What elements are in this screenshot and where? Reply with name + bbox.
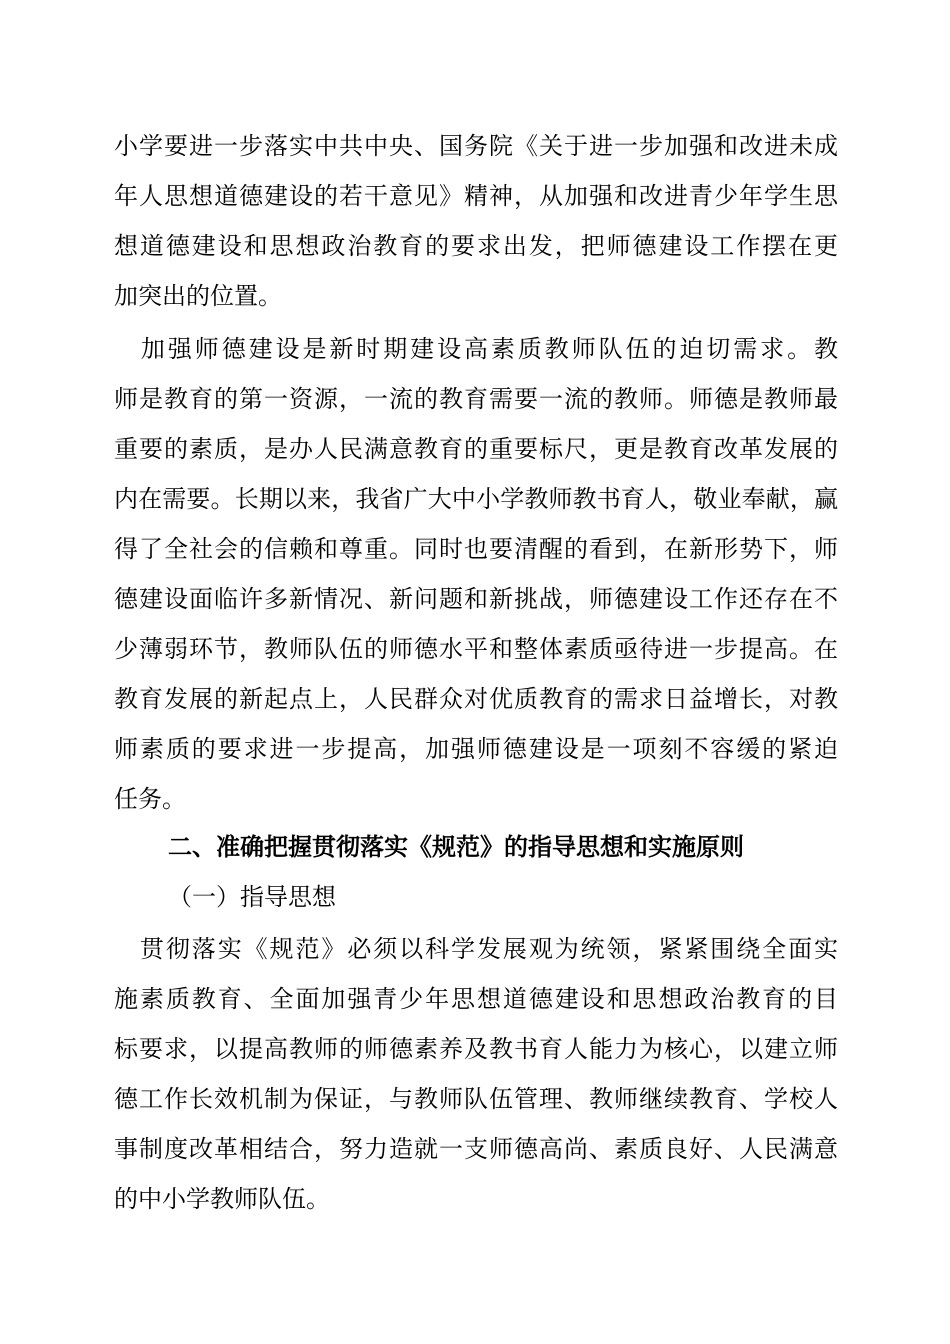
paragraph-2-line-8: 教育发展的新起点上，人民群众对优质教育的需求日益增长，对教 [114, 685, 838, 713]
paragraph-2-line-2: 师是教育的第一资源，一流的教育需要一流的教师。师德是教师最 [114, 385, 838, 413]
paragraph-2-line-1: 加强师德建设是新时期建设高素质教师队伍的迫切需求。教 [114, 335, 838, 363]
paragraph-2-line-6: 德建设面临许多新情况、新问题和新挑战，师德建设工作还存在不 [114, 585, 838, 613]
paragraph-3-line-4: 德工作长效机制为保证，与教师队伍管理、教师继续教育、学校人 [114, 1085, 838, 1113]
paragraph-1-line-4: 加突出的位置。 [114, 282, 282, 310]
paragraph-2-line-4: 内在需要。长期以来，我省广大中小学教师教书育人，敬业奉献，赢 [114, 485, 838, 513]
subsection-heading: （一）指导思想 [168, 883, 336, 911]
section-heading: 二、准确把握贯彻落实《规范》的指导思想和实施原则 [168, 833, 744, 861]
paragraph-3-line-1: 贯彻落实《规范》必须以科学发展观为统领，紧紧围绕全面实 [114, 935, 838, 963]
paragraph-2-line-10: 任务。 [114, 785, 186, 813]
paragraph-3-line-5: 事制度改革相结合，努力造就一支师德高尚、素质良好、人民满意 [114, 1135, 838, 1163]
paragraph-1-line-2: 年人思想道德建设的若干意见》精神，从加强和改进青少年学生思 [114, 182, 838, 210]
paragraph-3-line-6: 的中小学教师队伍。 [114, 1185, 330, 1213]
paragraph-2-line-5: 得了全社会的信赖和尊重。同时也要清醒的看到，在新形势下，师 [114, 535, 838, 563]
paragraph-2-line-7: 少薄弱环节，教师队伍的师德水平和整体素质亟待进一步提高。在 [114, 635, 838, 663]
paragraph-2-line-3: 重要的素质，是办人民满意教育的重要标尺，更是教育改革发展的 [114, 435, 838, 463]
paragraph-1-line-3: 想道德建设和思想政治教育的要求出发，把师德建设工作摆在更 [114, 232, 838, 260]
paragraph-3-line-3: 标要求，以提高教师的师德素养及教书育人能力为核心，以建立师 [114, 1035, 838, 1063]
paragraph-3-line-2: 施素质教育、全面加强青少年思想道德建设和思想政治教育的目 [114, 985, 838, 1013]
paragraph-2-line-9: 师素质的要求进一步提高，加强师德建设是一项刻不容缓的紧迫 [114, 735, 838, 763]
paragraph-1-line-1: 小学要进一步落实中共中央、国务院《关于进一步加强和改进未成 [114, 132, 838, 160]
